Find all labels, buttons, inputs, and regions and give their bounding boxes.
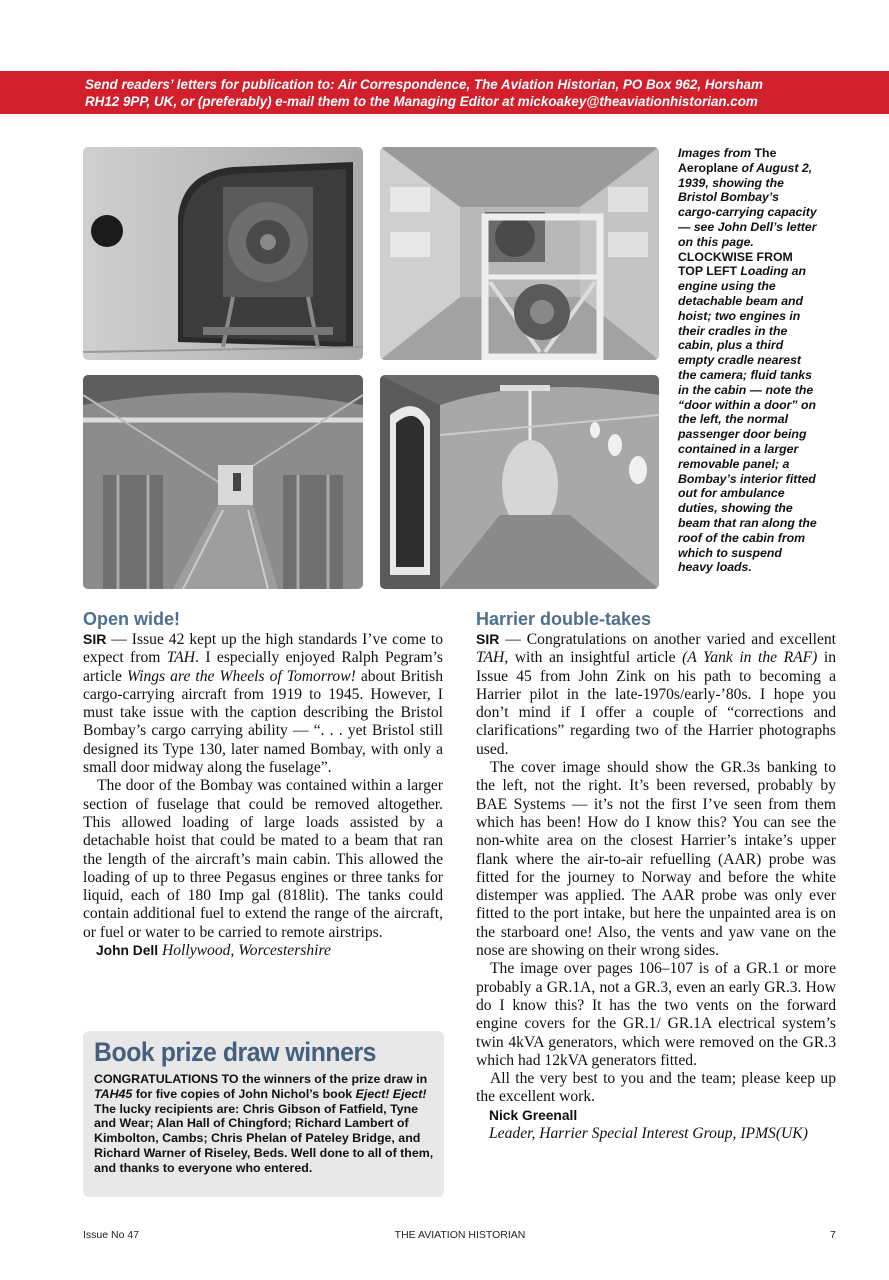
letter-paragraph: The cover image should show the GR.3s banking to the left, not the right. It’s been reversed, probably by BAE Systems — it’s not the first I’ve seen from them which has been! How do I know this? You can see the non-white area on the closest Harrier’s intake’s upper flank where the air-to-air refuelling (AAR) probe was fitted for the journey to Norway and before the white distemper was applied. The AAR probe was only ever fitted to the port intake, but here the unpainted area is on the starboard one! Also, the vents and yaw vane on the nose are showing on their wrong sides. <box>476 759 836 960</box>
caption-line: 1939, showing the <box>678 175 784 190</box>
photo-fluid-tanks <box>83 375 363 589</box>
sir-salutation: SIR <box>476 631 500 647</box>
caption-line: Aeroplane <box>678 160 739 175</box>
caption-line: cabin, plus a third <box>678 338 784 353</box>
footer-magazine: THE AVIATION HISTORIAN <box>394 1229 526 1241</box>
caption-line: detachable beam and <box>678 293 804 308</box>
letter-paragraph <box>83 630 443 777</box>
caption-line: TOP LEFT <box>678 264 737 279</box>
text-run: for five copies of John Nichol’s book <box>132 1086 356 1101</box>
caption-line: heavy loads. <box>678 560 752 575</box>
text-run: (A Yank in the RAF) <box>682 649 818 667</box>
caption-line: Bombay’s interior fitted <box>678 471 816 486</box>
caption-line: hoist; two engines in <box>678 308 801 323</box>
caption-line: “door within a door” on <box>678 397 816 412</box>
letter-open-wide <box>83 609 443 960</box>
caption-line: removable panel; a <box>678 456 790 471</box>
caption-line: — see John Dell’s letter <box>678 219 817 234</box>
signature-name: John Dell <box>96 943 159 959</box>
banner-line-2: RH12 9PP, UK, or (preferably) e-mail them to the Managing Editor at mickoakey@theaviationhistorian.com <box>85 94 758 109</box>
letter-heading: Harrier double-takes <box>476 609 652 629</box>
signature-place: Hollywood, Worcestershire <box>158 942 331 960</box>
letter-paragraph: All the very best to you and the team; please keep up the excellent work. <box>476 1070 836 1106</box>
letter-paragraph: The door of the Bombay was contained within a larger section of fuselage that could be removed altogether. This allowed loading of large loads assisted by a detachable hoist that could be mated to a beam that ran the length of the aircraft’s main cabin. This allowed the loading of up to three Pegasus engines or three tanks for liquid, each of 180 Imp gal (818lit). The tanks could contain additional fuel to extend the range of the aircraft, or fuel or water to be carried to remote airstrips. <box>83 777 443 941</box>
photo-engine-cradles <box>380 147 659 360</box>
footer-page-number: 7 <box>830 1229 836 1241</box>
text-run: The lucky recipients are: Chris Gibson of Fatfield, Tyne and Wear; Alan Hall of Chingford; Richard Lambert of Kimbolton, Cambs; Chris Phelan of Pateley Bridge, and Richard Warner of Riseley, Beds. Well done to all of them, and thanks to everyone who entered. <box>94 1101 434 1175</box>
prize-title: Book prize draw winners <box>94 1037 377 1067</box>
caption-line: of August 2, <box>738 160 813 175</box>
text-run: TAH <box>166 649 196 667</box>
text-run: Eject! Eject! <box>355 1086 427 1101</box>
text-run: , with an insightful article <box>504 649 683 667</box>
text-run: TAH45 <box>94 1086 133 1101</box>
signature-place: Leader, Harrier Special Interest Group, IPMS(UK) <box>489 1125 808 1143</box>
footer-issue: Issue No 47 <box>83 1229 140 1241</box>
letter-heading: Open wide! <box>83 609 181 629</box>
text-run: — Issue 42 kept up the high standards I’ve come to expect from <box>83 631 443 667</box>
prize-box <box>83 1031 444 1197</box>
caption-line: which to suspend <box>678 545 782 560</box>
caption-line: beam that ran along the <box>678 515 817 530</box>
caption-line: contained in a larger <box>678 441 799 456</box>
caption-line: roof of the cabin from <box>678 530 806 545</box>
signature-name: Nick Greenall <box>489 1107 578 1123</box>
caption-line: the camera; fluid tanks <box>678 367 812 382</box>
caption-line: cargo-carrying capacity <box>678 205 817 220</box>
text-run: CONGRATULATIONS TO the winners of the prize draw in <box>94 1072 428 1086</box>
caption-line: The <box>751 146 777 160</box>
caption-line: in the cabin — note the <box>678 382 814 397</box>
letter-paragraph <box>476 630 836 759</box>
caption-line: Loading an <box>737 264 806 279</box>
caption-line: Bristol Bombay’s <box>678 190 779 205</box>
caption-line: Images from <box>678 146 752 160</box>
caption-line: out for ambulance <box>678 486 785 501</box>
caption-line: their cradles in the <box>678 323 788 338</box>
caption-line: passenger door being <box>678 427 807 442</box>
banner-line-1: Send readers’ letters for publication to: Air Correspondence, The Aviation Historian, PO Box 962, Horsham <box>85 77 763 92</box>
letters-banner <box>0 71 889 114</box>
caption-line: duties, showing the <box>678 501 793 516</box>
caption-line: empty cradle nearest <box>678 353 802 368</box>
text-run: . I especially enjoyed Ralph Pegram’s article <box>83 649 443 685</box>
photo-ambulance-interior <box>380 375 659 589</box>
letter-harrier <box>476 609 836 1143</box>
caption-line: engine using the <box>678 279 776 294</box>
photo-caption <box>678 146 843 575</box>
text-run: in Issue 45 from John Zink on his path to becoming a Harrier pilot in the late-1970s/early-’80s. I hope you don’t mind if I offer a couple of “corrections and clarifications” regarding two of the Harrier photographs used. <box>476 649 837 758</box>
sir-salutation: SIR <box>83 631 107 647</box>
caption-line: on this page. <box>678 234 754 249</box>
photo-engine-loading <box>83 147 363 360</box>
text-run: — Congratulations on another varied and excellent <box>499 631 836 648</box>
caption-line: CLOCKWISE FROM <box>678 249 793 264</box>
letter-signature <box>476 1107 836 1144</box>
letter-signature <box>83 942 443 960</box>
letter-paragraph: The image over pages 106–107 is of a GR.1 or more probably a GR.1A, not a GR.3, even an early GR.3. How do I know this? It has the two vents on the forward engine covers for the GR.1/ GR.1A electrical system’s twin 4kVA generators, which were removed on the GR.3 which had 12kVA generators fitted. <box>476 960 836 1069</box>
text-run: TAH <box>476 649 505 667</box>
caption-line: the left, the normal <box>678 412 788 427</box>
text-run: Wings are the Wheels of Tomorrow! <box>127 667 356 685</box>
prize-text <box>94 1072 434 1176</box>
text-run: about British cargo-carrying aircraft from 1919 to 1945. However, I must take issue with the caption describing the Bristol Bombay’s cargo carrying ability — “. . . yet Bristol still designed its Type 130, later named Bombay, with only a small door midway along the fuselage”. <box>83 667 443 777</box>
